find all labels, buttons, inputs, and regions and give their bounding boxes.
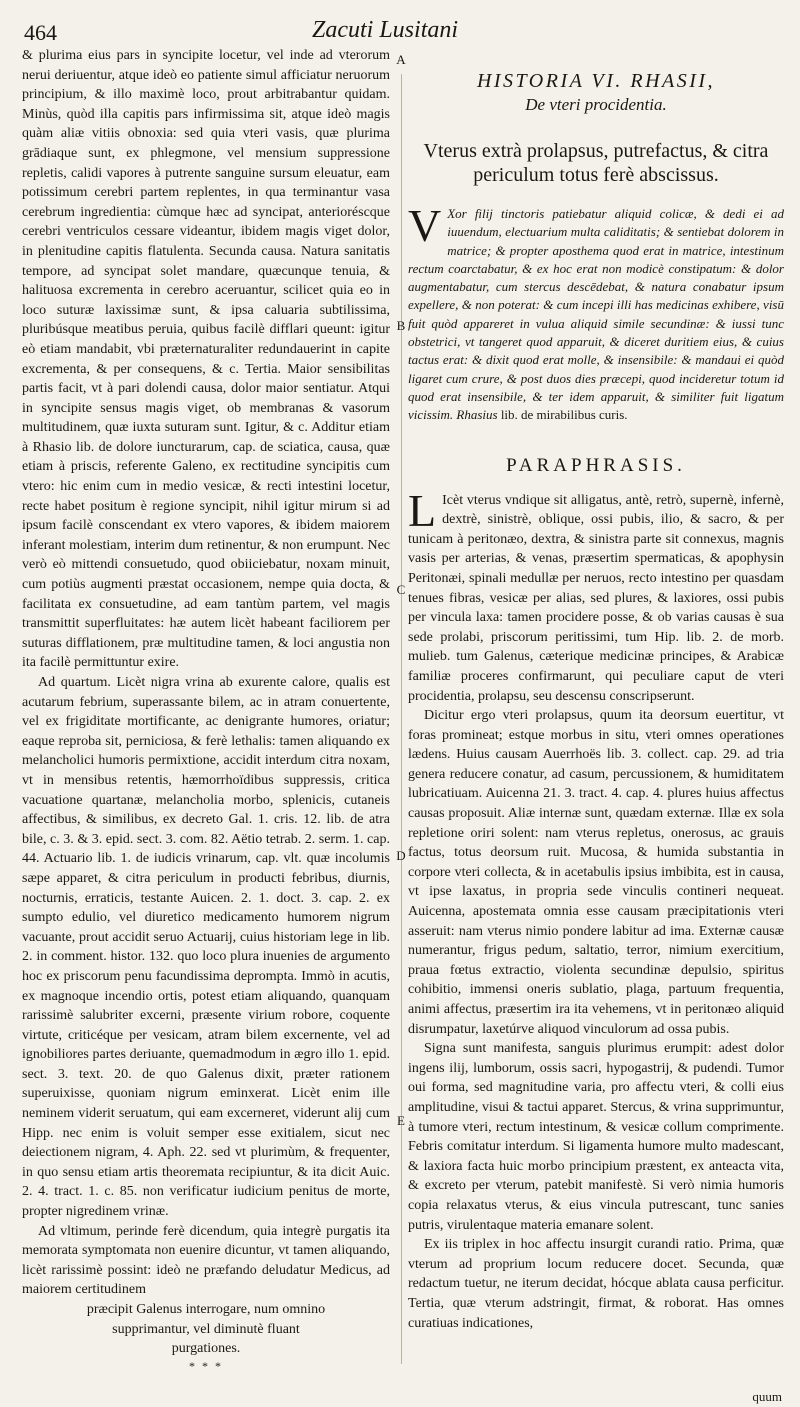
margin-letter-c: C xyxy=(396,582,406,597)
body-paragraph xyxy=(408,484,784,707)
body-paragraph: Dicitur ergo vteri prolapsus, quum ita deorsum euertitur, vt foras promineat; estque morbus in situ, vteri omnes operationes lædens. Huius causam Auerrhoës lib. 3. collect. cap. 29. ad tria genera reducere conatur, ad casum, percussionem, & humiditatem lubricatiuam. Auicenna 21. 3. tract. 4. cap. 4. plures huius affectus causas proposuit. Aliæ internæ sunt, quædam externæ. Illæ ex sola repletione oriri solent: nam vterus repletus, onerosus, ac grauis factus, totus deorsum ruit. Mucosa, & humida substantia in corpore vteri collecta, & in acetabulis ipsius imbibita, est in causa, vt ipse laxatus, in propria sede vinculis contineri nequeat. Auicenna, apostemata omnia esse causam præcipitationis vteri asseruit: nam vterus nimio pondere labitur ad ima. Externæ causæ numerantur, frigus pedum, saltatio, terror, nimium exercitium, praua fœtus extractio, violenta secundinæ depulsio, spiritus cohibitio, immensi oneris sublatio, plaga, partuum frequentia, animi affectus, præsertim ira ita vehemens, vt in peritonæo aliquid disrumpatur, laxetúrve aliquod vinculorum ad ossa pubis. xyxy=(408,708,784,1037)
body-paragraph: Ad vltimum, perinde ferè dicendum, quia integrè purgatis ita memorata symptomata non euenire dicuntur, vt tamen aliquando, licèt rarissimè possint: ideò ne præfando deludatur Medicus, ad maiorem certitudinem xyxy=(22,1223,390,1298)
case-history-body: Xor filij tinctoris patiebatur aliquid colicæ, & dedi ei ad iuuendum, electuarium multa caliditatis; & sentiebat dolorem in matrice; & propter aposthema quod erat in matrice, intestinum rectum coarctabatur, & ex hoc erat non modicè constipatum: & dolor augmentabatur, cum stercus descēdebat, & natura conabatur ipsum expellere, & non poterat: & cum incepi illi has medicinas exhibere, visū fuit quòd appareret in vulua aliquid simile secundinæ: & iussi tunc obstetrici, vt tangeret quod apparuit, & diceret duritiem eius, & cuius tactus erat: & dixit quod erat molle, & insensibile: & mandaui ei quòd ligaret cum crure, & post duos dies præcepi, quod incideretur totum id quod erat insensibile, & ter idem apparuit, & similiter fuit ligatum vicissim. Rhasius xyxy=(408,206,784,423)
body-paragraph: Signa sunt manifesta, sanguis plurimus erumpit: adest dolor ingens ilij, lumborum, ossis sacri, hypogastrij, & pudendi. Tumor oui forma, sed magnitudine varia, pro affectu vteri, & colli eius amplitudine, visui & tactui apparet. Stercus, & vrina supprimuntur, à tumore vteri, rectum intestinum, & vesicæ collum comprimente. Febris comitatur interdum. Si ligamenta humore multo madescant, & laxiora facta huic morbo principium præstent, ex anteacta vita, & excreto per vterum, patebit manifestè. Si verò nimia humoris copia relaxatus vterus, & eius vincula putrescant, tunc sanies putris, virulentaque materia emanare solent. xyxy=(408,1041,784,1233)
drop-cap-v: V xyxy=(408,200,442,251)
paraphrasis-title: PARAPHRASIS. xyxy=(506,454,686,476)
margin-letter-e: E xyxy=(397,1113,405,1128)
body-paragraph: Ad quartum. Licèt nigra vrina ab exurente calore, qualis est acutarum febrium, superassante bilem, ac in atram conuertente, vel ex frigiditate mortificante, ac denigrante humores, oriatur; eaque reproba sit, perniciosa, & ferè lethalis: tamen aliquando ex melancholici humoris permixtione, accidit interdum citra noxam, vt in mensibus retentis, hæmorrhoïdibus suppressis, critica vacuatione quartanæ, melancholia morbo, splenicis, cutaneis affectibus, & similibus, ex decreto Gal. 1. cris. 12. lib. de atra bile, c. 3. & 3. epid. sect. 3. com. 82. Aëtio tetrab. 2. serm. 1. cap. 44. Actuario lib. 1. de iudicis vrinarum, cap. vlt. quæ incolumis sæpe apparet, & citra periculum in producti febribus, diurnis, nocturnis, erraticis, testante Auicen. 2. 1. doct. 3. cap. 2. ex sumpto edulio, vel diuretico medicamento humorem nigrum vacuante, prout accidit seruo Actuarij, cuius historiam lege in lib. 2. in comment. histor. 132. quo loco plura inuenies de argumento hoc ex priscorum penu facundissima deprompta. Immò in acutis, ex magnoque incendio ortis, potest etiam aliquando, quanquam rarissimè salubriter excerni, præsente virium robore, coquente virtute, criticéque per vesicam, atram bilem excernente, vel ad ignobiliores partes deriuante, quemadmodum in ægro illo 1. epid. sect. 3. text. 20. de quo Galenus dixit, præter rationem superuixisse, quoniam nigrum eminxerat. Licèt enim ille neminem viderit seruatum, qui eam excerneret, viderunt alij cum Hipp. nec enim is voluit semper esse exitialem, sicut nec deiectionem nigram, 4. Aph. 22. sed vt plurimùm, & frequenter, in quo sensu etiam artis theoremata recipiuntur, & ita dicit Auic. 2. 4. tract. 1. c. 85. non verificatur iudicium penitus de morte, propter nigredinem vrinæ. xyxy=(22,675,390,1220)
asterism-ornament: * * * xyxy=(189,1358,223,1373)
paragraph-text: Icèt vterus vndique sit alligatus, antè, retrò, supernè, infernè, dextrè, sinistrè, oblique, ossi pubis, ilio, & sacro, & per tunicam à peritonæo, dextra, & sinistra parte sit connexus, magnis vasis per arterias, & venas, præsertim spermaticas, & apophysin Peritonæi, spinali medullæ per neruos, recto intestino per quasdam tenues fibras, vesicæ per alias, sed plures, & laxiores, ossi pubis per vincula laxa: tamen procidere posse, & ob varias causas è sua sede prolabi, priscorum peritissimi, tum Hip. lib. 2. de morb. mulieb. tum Galenus, cæterique medicinæ principes, & Arabicæ familiæ proceres confirmarunt, qui peculiare caput de vteri procidentia, prolapsu, seu descensu conscripserunt. xyxy=(408,492,784,704)
margin-letter-a: A xyxy=(396,52,406,67)
history-subtitle: De vteri procidentia. xyxy=(525,95,667,114)
body-paragraph: & plurima eius pars in syncipite locetur, vel inde ad vterorum nerui deriuentur, atque ideò eo patiente simul afficiatur neruorum principium, & illo maximè loco, prout arbitrabantur quidam. Minùs, quòd illa capitis pars infirmissima sit, atque ideò magis quàm aliæ vitiis obnoxia: sed quia vteri vasis, quæ plurima grādiaque sunt, ex phlegmone, vel mensium suppressione repletis, calidi vapores à putrente sanguine sursum eleuatur, eam potissimum cerebri partem replentes, in qua terminantur vasa cerebrum ingredientia: cùmque hæc ad syncipat, anterioréscque cerebri ventriculos cessare videantur, ibidem magis viget dolor, in plenitudine capitis flatulenta. Secunda causa. Natura sanitatis tempore, ad syncipat solet mandare, quæcunque tenuia, & halituosa excrementa in cerebro aceruantur, scilicet quia eo in loco suturæ laxissimæ sunt, & ipsa caluaria subtilissima, pluribúsque meatibus peruia, quibus facilè difflari queunt: igitur eò etiam mandabit, vbi præternaturaliter redundauerint in capite excrementa, & per consequens, & c. Tertia. Maior sensibilitas partis facit, vt à pari dolendi causa, dolor maior sentiatur. Atqui in syncipite sensus magis viget, ob membranas & vasorum multitudinem, quæ iuxta suturam sunt. Igitur, & c. Additur etiam à Rhasio lib. de dolore iuncturarum, cap. de sciatica, causa, quæ etiam à priscis, referente Galeno, ex rectitudine syncipitis cum vtero: hic enim cum in medio vesicæ, & recti intestini locetur, recte habet positum è regione syncipit, nihil igitur mirum si ad ipsum facilè conscendant ex vtero vapores, & ibidem maiorem inferant molestiam, interim dum retinentur, & non erumpunt. Nec verò eò mittendi consuetudo, quod obiiciebatur, noxam minuit, cum potiùs augmenti præstat occasionem, nempe quia docta, & facilitata ex consuetudine, ad eam tantùm partem, vel magis transmittit superfluitates: hæ autem licèt habeant faciliorem per suturas difflationem, præ multitudine tamen, & loci angustia non ita facilè permittuntur exire. xyxy=(22,48,390,671)
history-heading: Vterus extrà prolapsus, putrefactus, & citra periculum totus ferè abscissus. xyxy=(423,140,769,186)
right-column xyxy=(408,52,784,1406)
running-title: Zacuti Lusitani xyxy=(312,17,459,43)
column-divider xyxy=(401,74,402,1364)
case-history-text xyxy=(408,200,784,425)
left-column-body xyxy=(22,46,390,1300)
margin-letter-d: D xyxy=(396,848,406,863)
margin-letter-b: B xyxy=(396,318,406,333)
closing-line: præcipit Galenus interrogare, num omnino xyxy=(86,1302,326,1317)
left-column xyxy=(22,46,390,1406)
body-paragraph: Ex iis triplex in hoc affectu insurgit curandi ratio. Prima, quæ vterum ad proprium locum reducere docet. Secunda, quæ redactum tuetur, ne iterum decidat, hócque ablata causa perficitur. Tertia, quæ vterum adstringit, firmat, & roborat. Has omnes curatiuas indicationes, xyxy=(408,1237,784,1331)
history-title: HISTORIA VI. RHASII, xyxy=(476,70,716,92)
paraphrasis-body xyxy=(408,484,784,1334)
catchword: quum xyxy=(752,1389,782,1404)
case-source: lib. de mirabilibus curis. xyxy=(500,407,628,423)
closing-line: purgationes. xyxy=(171,1341,241,1357)
drop-cap-l: L xyxy=(408,484,437,536)
page-number: 464 xyxy=(24,20,57,45)
closing-line: supprimantur, vel diminutè fluant xyxy=(112,1321,300,1337)
